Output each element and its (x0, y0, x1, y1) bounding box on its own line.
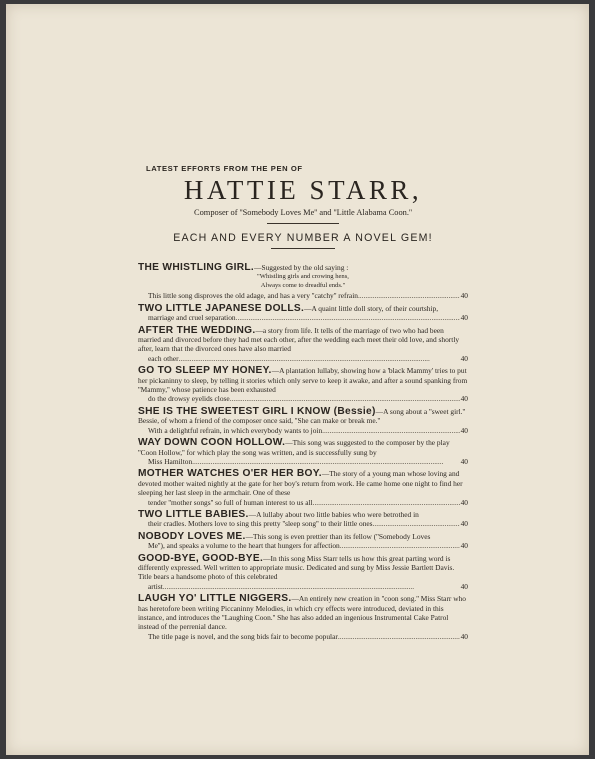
divider-rule (271, 248, 335, 249)
dot-leader (358, 291, 460, 300)
song-description-end: marriage and cruel separation (148, 313, 236, 323)
song-description-end: With a delightful refrain, in which everybody wants to join (148, 425, 323, 435)
song-quote-line: "Whistling girls and crowing hens, (257, 273, 349, 281)
song-price: 40 (460, 394, 468, 404)
song-description: —a story from life. It tells of the marriage of two who had been married and divorced before they had met each other, after the wedding each meet their old love, and shortly after, learn that the divorced ones have also married (138, 325, 460, 354)
dot-leader (340, 541, 460, 550)
song-entry (138, 469, 468, 507)
dot-leader (230, 394, 460, 403)
song-description-end: Miss Hamilton (148, 456, 193, 466)
dot-leader (236, 313, 460, 322)
song-title: LAUGH YO' LITTLE NIGGERS. (138, 593, 292, 605)
song-heading (138, 304, 468, 313)
song-entry (138, 554, 468, 592)
song-description-end: each other (148, 353, 179, 363)
song-heading (138, 326, 468, 354)
header-kicker: LATEST EFFORTS FROM THE PEN OF (146, 164, 303, 173)
song-title: TWO LITTLE BABIES. (138, 508, 249, 520)
price-line (138, 426, 468, 435)
song-entry (138, 438, 468, 466)
composer-name: HATTIE STARR, (183, 175, 423, 205)
song-description: —In this song Miss Starr tells us how this great parting word is differently expressed. Well written to appropriate music. Dedicated and sung by Miss Jessie Bartlett Davis. Title bears a handsome photo of this celebrated (138, 553, 455, 582)
advertisement-block (138, 164, 468, 644)
song-entry (138, 532, 468, 551)
song-price: 40 (460, 497, 468, 507)
song-description: —An entirely new creation in ''coon song.'' Miss Starr who has heretofore been writing Piccaninny Melodies, in which cry effects were introduced, deviated in this instance, and introduces the ''Laughing Coon.'' She has also added an ingenious Instrumental Cake Patrol instead of the perrenial dance. (138, 594, 466, 632)
dot-leader (192, 457, 459, 466)
song-heading (138, 532, 468, 541)
song-heading (138, 594, 468, 632)
song-entry (138, 510, 468, 529)
song-price: 40 (460, 353, 468, 363)
price-line (138, 541, 468, 550)
song-description: —A song about a ''sweet girl.'' Bessie, of whom a friend of the composer once said, ''She can make or break me.'' (138, 406, 466, 426)
dot-leader (163, 582, 460, 591)
song-heading (138, 366, 468, 394)
song-title: MOTHER WATCHES O'ER HER BOY. (138, 468, 322, 480)
song-title: GO TO SLEEP MY HONEY. (138, 365, 272, 377)
song-heading (138, 510, 468, 519)
song-price: 40 (460, 425, 468, 435)
dot-leader (179, 354, 460, 363)
song-description: —Suggested by the old saying : (254, 263, 349, 272)
song-description-end: Me''), and speaks a volume to the heart that hungers for affection (148, 541, 340, 551)
song-entry (138, 263, 468, 301)
song-entry (138, 326, 468, 364)
price-line (138, 354, 468, 363)
song-description-end: This little song disproves the old adage, and has a very ''catchy'' refrain (148, 291, 358, 301)
song-price: 40 (460, 541, 468, 551)
price-line (138, 291, 468, 300)
song-entry (138, 304, 468, 323)
price-line (138, 498, 468, 507)
song-title: AFTER THE WEDDING. (138, 324, 256, 336)
price-line (138, 394, 468, 403)
song-description: —The story of a young man whose loving and devoted mother waited nightly at the gate for her boy's return from work. He came home one night to find her sleeping her last sleep in the armchair. One of these (138, 469, 463, 498)
song-title: TWO LITTLE JAPANESE DOLLS. (138, 302, 305, 314)
tagline: EACH AND EVERY NUMBER A NOVEL GEM! (173, 232, 433, 244)
dot-leader (313, 498, 460, 507)
song-price: 40 (460, 313, 468, 323)
song-title: THE WHISTLING GIRL. (138, 262, 255, 273)
song-price: 40 (460, 291, 468, 301)
song-description: —This song is even prettier than its fellow (''Somebody Loves (245, 531, 431, 541)
song-description: —This song was suggested to the composer by the play ''Coon Hollow,'' for which play the song was written, and is successfully sung by (138, 438, 450, 457)
song-title: SHE IS THE SWEETEST GIRL I KNOW (Bessie) (138, 405, 376, 417)
song-quote-line: Always come to dreadful ends." (260, 282, 346, 290)
song-heading (138, 263, 468, 272)
price-line (138, 519, 468, 528)
price-line (138, 632, 468, 641)
song-heading (138, 469, 468, 497)
song-description-end: do the drowsy eyelids close (148, 394, 230, 404)
sheet-music-back-cover (6, 4, 589, 755)
song-heading (138, 407, 468, 426)
price-line (138, 582, 468, 591)
song-title: WAY DOWN COON HOLLOW. (138, 437, 286, 449)
song-entry (138, 594, 468, 641)
song-price: 40 (460, 519, 468, 529)
song-heading (138, 554, 468, 582)
dot-leader (373, 519, 460, 528)
song-heading (138, 438, 468, 457)
song-title: GOOD-BYE, GOOD-BYE. (138, 552, 264, 564)
song-price: 40 (460, 631, 468, 641)
dot-leader (338, 632, 460, 641)
song-description-end: their cradles. Mothers love to sing this pretty ''sleep song'' to their little ones (148, 519, 373, 529)
price-line (138, 313, 468, 322)
song-description-end: tender ''mother songs'' so full of human interest to us all (148, 497, 313, 507)
dot-leader (322, 426, 459, 435)
song-description-end: The title page is novel, and the song bids fair to become popular (148, 631, 338, 641)
song-description-end: artist (148, 581, 163, 591)
composer-subtitle: Composer of ''Somebody Loves Me'' and ''Little Alabama Coon.'' (194, 208, 412, 217)
price-line (138, 457, 468, 466)
song-description: —A lullaby about two little babies who were betrothed in (248, 509, 419, 519)
song-description: —A plantation lullaby, showing how a 'black Mammy' tries to put her pickaninny to sleep, by telling it stories which only serve to keep it awake, and after a sound spanking from ''Mammy,'' whose patience has been exhausted (138, 366, 468, 395)
song-entry (138, 366, 468, 404)
divider-rule (267, 223, 339, 224)
song-price: 40 (460, 456, 468, 466)
song-price: 40 (460, 581, 468, 591)
song-list (138, 263, 468, 641)
song-entry (138, 407, 468, 435)
song-description: —A quaint little doll story, of their courtship, (304, 303, 439, 313)
song-title: NOBODY LOVES ME. (138, 530, 246, 542)
